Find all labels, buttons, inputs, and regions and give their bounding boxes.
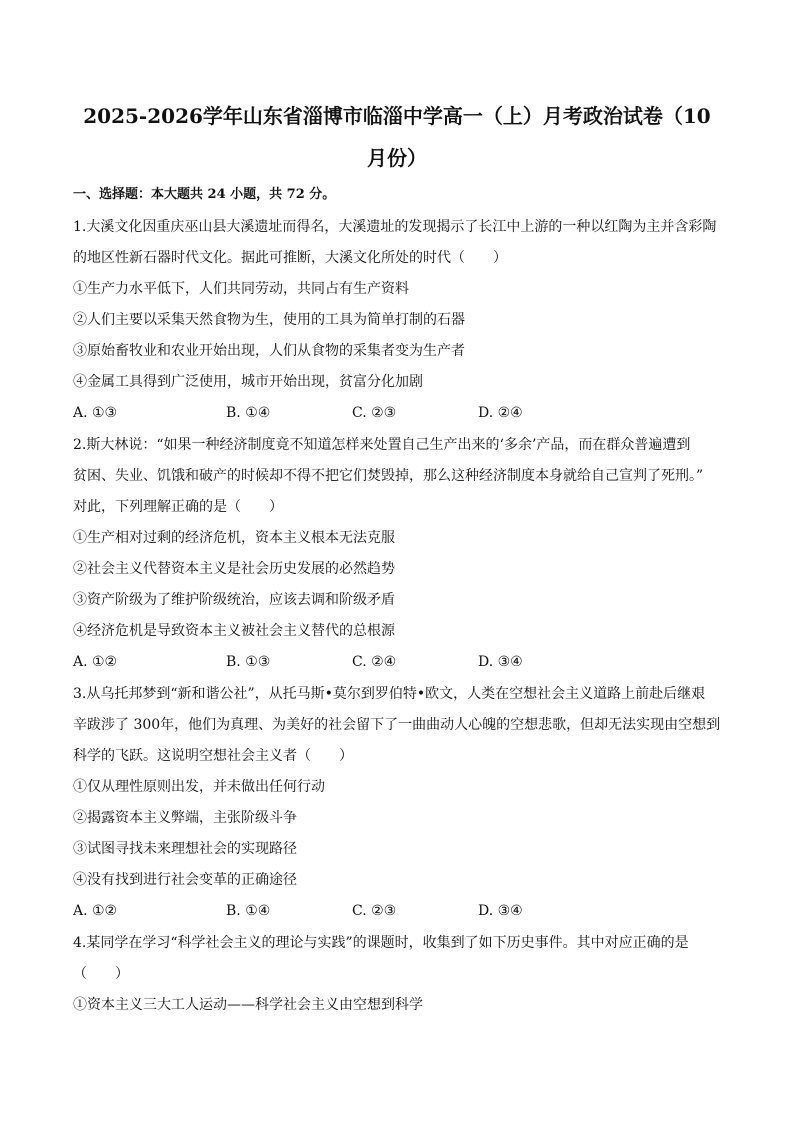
section-heading: 一、选择题：本大题共 24 小题，共 72 分。 bbox=[73, 187, 336, 202]
question-3-stem-line-1: 3.从乌托邦梦到“新和谐公社”，从托马斯•莫尔到罗伯特•欧文，人类在空想社会主义道路上前赴后继艰 bbox=[73, 686, 706, 702]
question-2-option-a[interactable]: A. ①② bbox=[73, 654, 118, 670]
question-3-item-4: ④没有找到进行社会变革的正确途径 bbox=[73, 872, 297, 888]
question-1-item-2: ②人们主要以采集天然食物为生，使用的工具为简单打制的石器 bbox=[73, 312, 465, 328]
question-2-stem-line-2: 贫困、失业、饥饿和破产的时候却不得不把它们焚毁掉，那么这种经济制度本身就给自己宣判了死刑。” bbox=[73, 468, 704, 484]
question-3-item-3: ③试图寻找未来理想社会的实现路径 bbox=[73, 841, 297, 857]
question-1-item-1: ①生产力水平低下，人们共同劳动，共同占有生产资料 bbox=[73, 281, 409, 297]
exam-title-line2: 月份） bbox=[367, 146, 427, 170]
question-1-item-4: ④金属工具得到广泛使用，城市开始出现，贫富分化加剧 bbox=[73, 374, 423, 390]
question-2-option-b[interactable]: B. ①③ bbox=[226, 654, 271, 670]
question-3-option-b[interactable]: B. ①④ bbox=[226, 903, 271, 919]
question-2-item-1: ①生产相对过剩的经济危机，资本主义根本无法克服 bbox=[73, 530, 395, 546]
question-2-item-2: ②社会主义代替资本主义是社会历史发展的必然趋势 bbox=[73, 561, 395, 577]
question-1-option-a[interactable]: A. ①③ bbox=[73, 405, 118, 421]
question-2-item-4: ④经济危机是导致资本主义被社会主义替代的总根源 bbox=[73, 623, 395, 639]
question-4-item-1: ①资本主义三大工人运动——科学社会主义由空想到科学 bbox=[73, 997, 423, 1013]
question-1-option-c[interactable]: C. ②③ bbox=[352, 405, 397, 421]
question-2-stem-line-3: 对此，下列理解正确的是（ ） bbox=[73, 499, 283, 515]
question-2-item-3: ③资产阶级为了维护阶级统治，应该去调和阶级矛盾 bbox=[73, 592, 395, 608]
question-3-option-c[interactable]: C. ②③ bbox=[352, 903, 397, 919]
question-1-option-b[interactable]: B. ①④ bbox=[226, 405, 271, 421]
question-3-stem-line-2: 辛跋涉了 300年，他们为真理、为美好的社会留下了一曲曲动人心魄的空想悲歌，但却无法实现由空想到 bbox=[73, 717, 721, 733]
question-4-stem-line-1: 4.某同学在学习“科学社会主义的理论与实践”的课题时，收集到了如下历史事件。其中对应正确的是 bbox=[73, 935, 689, 951]
question-3-stem-line-3: 科学的飞跃。这说明空想社会主义者（ ） bbox=[73, 748, 353, 764]
question-1-option-d[interactable]: D. ②④ bbox=[478, 405, 523, 421]
question-3-item-1: ①仅从理性原则出发，并未做出任何行动 bbox=[73, 779, 325, 795]
question-3-item-2: ②揭露资本主义弊端，主张阶级斗争 bbox=[73, 810, 297, 826]
question-4-stem-line-2: （ ） bbox=[73, 966, 129, 982]
question-2-option-d[interactable]: D. ③④ bbox=[478, 654, 523, 670]
exam-title-line1: 2025-2026学年山东省淄博市临淄中学高一（上）月考政治试卷（10 bbox=[83, 104, 711, 128]
question-3-option-d[interactable]: D. ③④ bbox=[478, 903, 523, 919]
question-3-option-a[interactable]: A. ①② bbox=[73, 903, 118, 919]
question-1-item-3: ③原始畜牧业和农业开始出现，人们从食物的采集者变为生产者 bbox=[73, 343, 465, 359]
question-2-stem-line-1: 2.斯大林说：“如果一种经济制度竟不知道怎样来处置自己生产出来的‘多余’产品，而在群众普遍遭到 bbox=[73, 437, 691, 453]
question-1-stem-line-2: 的地区性新石器时代文化。据此可推断，大溪文化所处的时代（ ） bbox=[73, 250, 507, 266]
question-2-option-c[interactable]: C. ②④ bbox=[352, 654, 397, 670]
question-1-stem-line-1: 1.大溪文化因重庆巫山县大溪遗址而得名，大溪遗址的发现揭示了长江中上游的一种以红陶为主并含彩陶 bbox=[73, 219, 717, 235]
